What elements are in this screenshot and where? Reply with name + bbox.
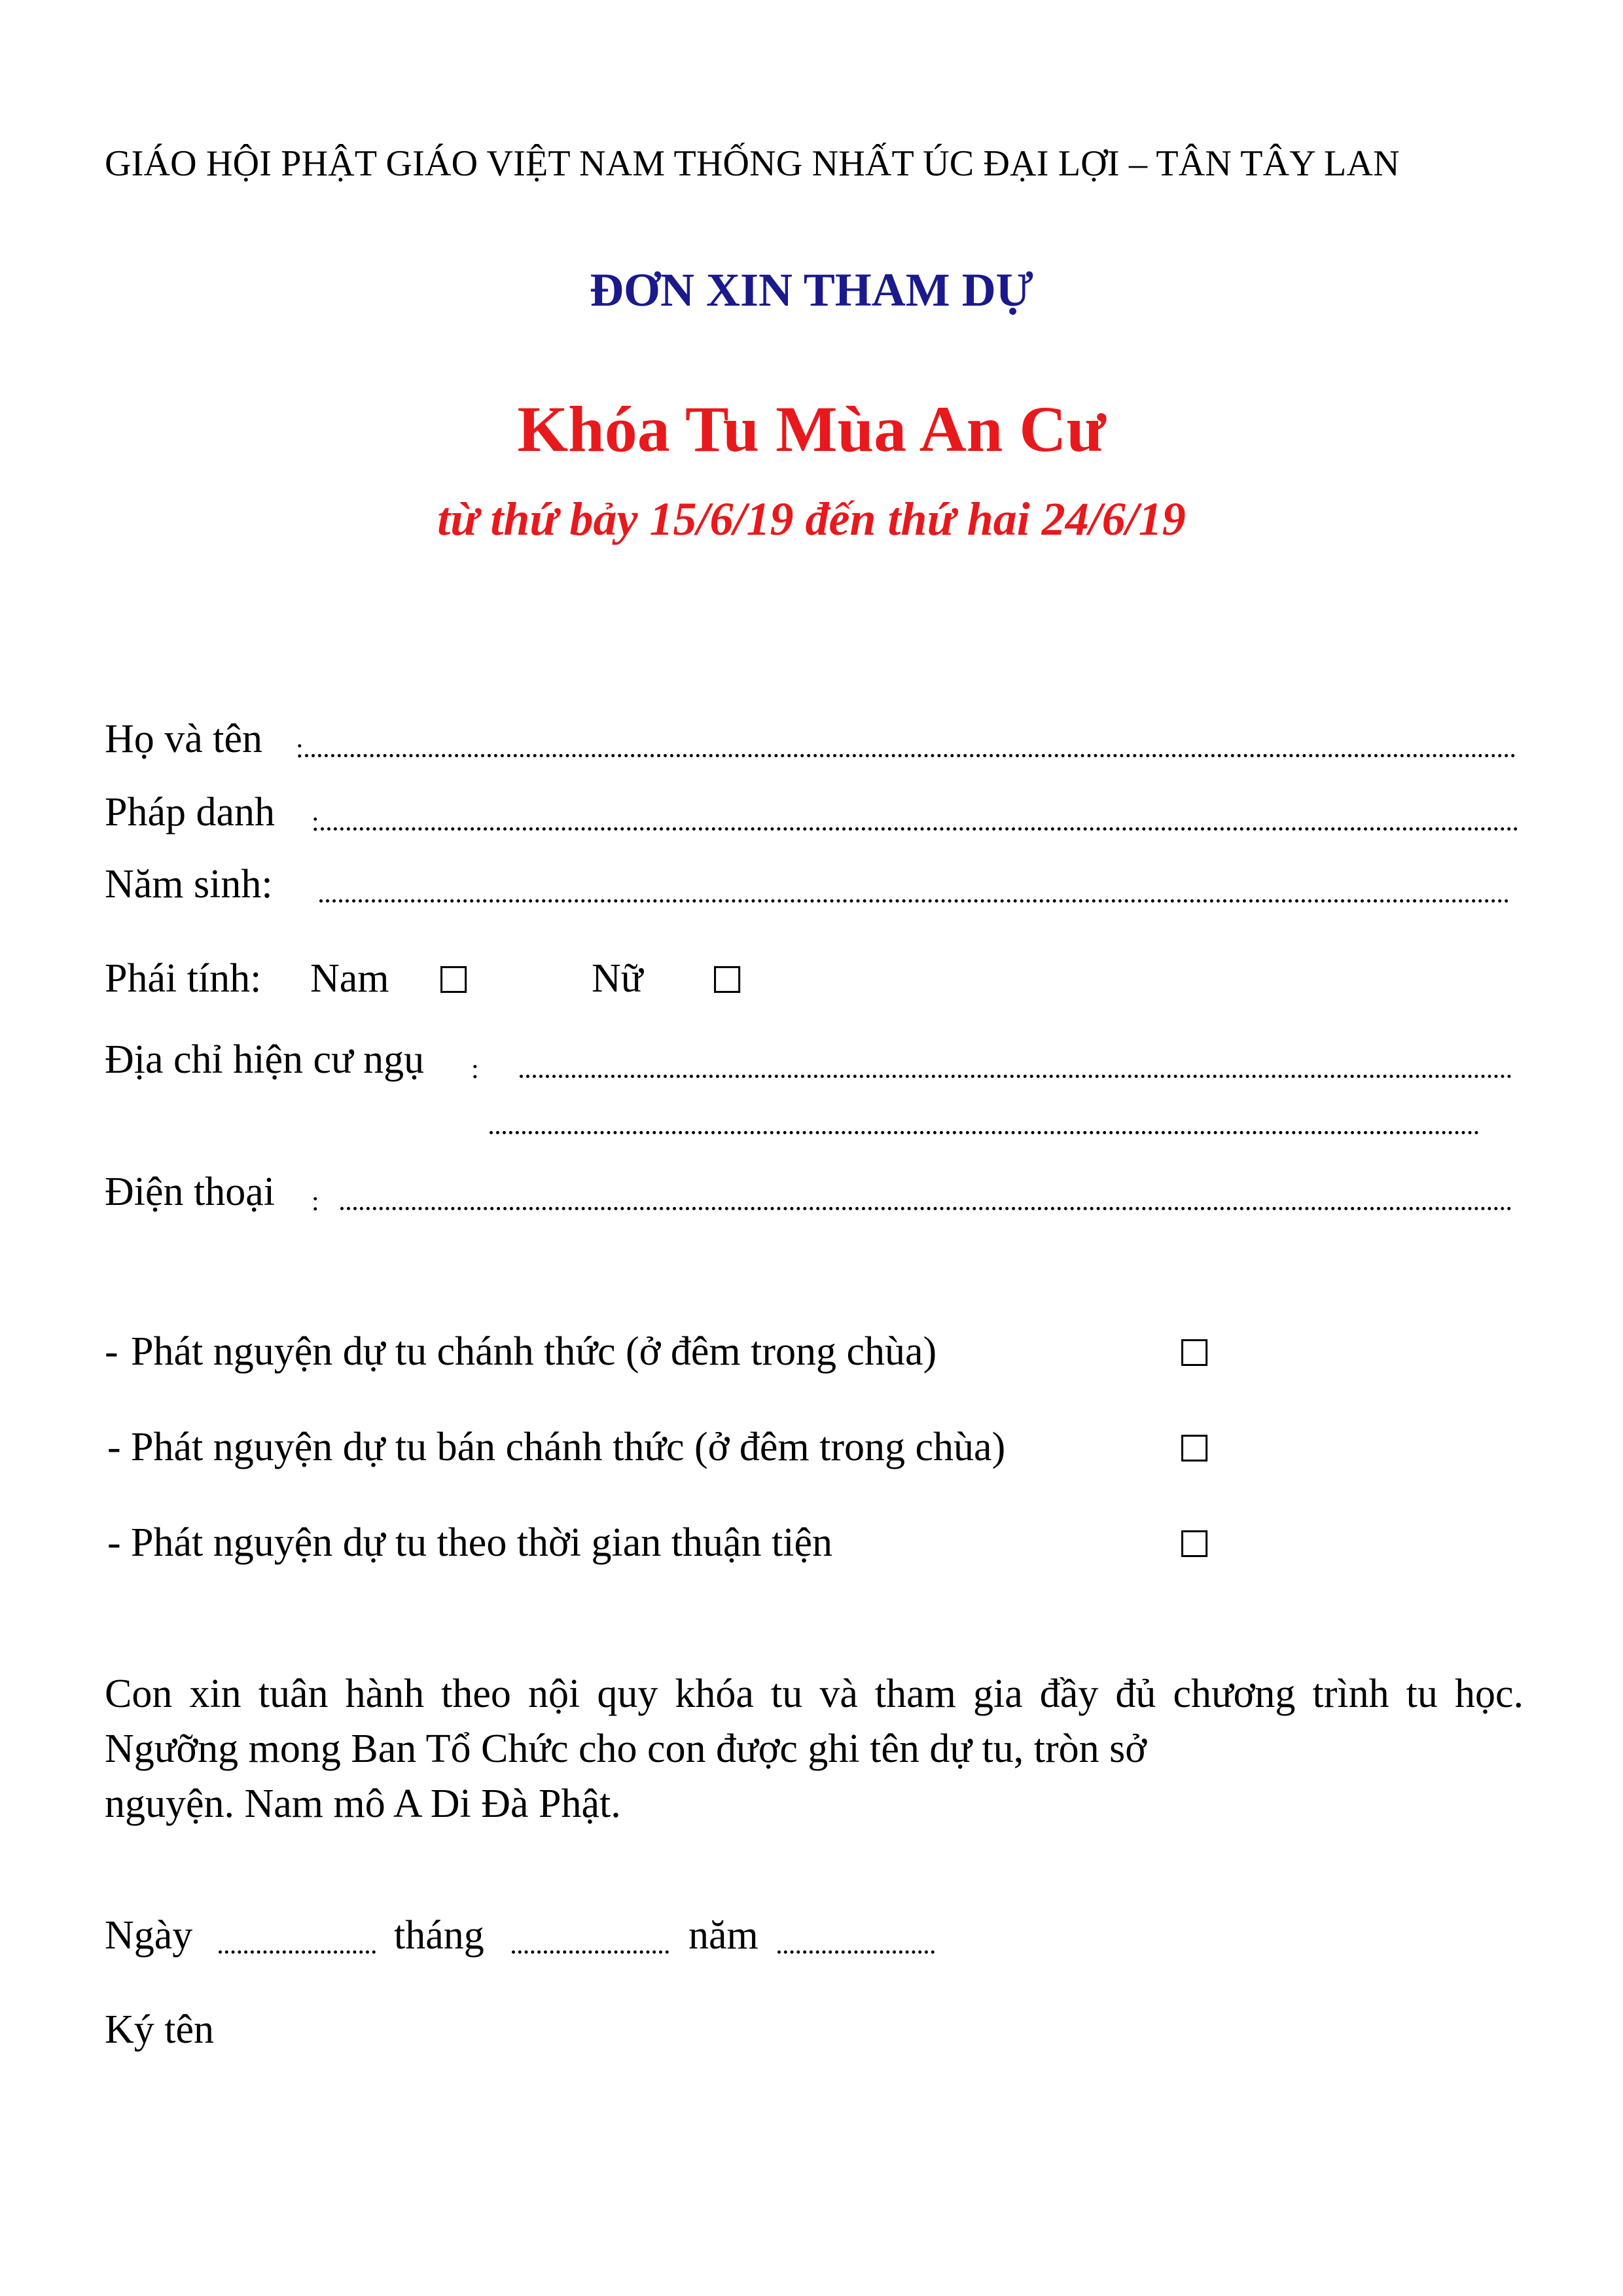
event-dates: từ thứ bảy 15/6/19 đến thứ hai 24/6/19 (437, 493, 1186, 545)
commitment-text-last: nguyện. Nam mô A Di Đà Phật. (105, 1782, 621, 1826)
vow-2-label: Phát nguyện dự tu bán chánh thức (ở đêm trong chùa) (131, 1425, 1006, 1469)
address-field-line-1[interactable] (520, 1075, 1512, 1078)
dharma-name-field[interactable] (321, 827, 1518, 831)
vow-3-bullet: - (107, 1520, 121, 1565)
vow-1-checkbox[interactable]: ☐ (1178, 1333, 1211, 1375)
commitment-text: Con xin tuân hành theo nội quy khóa tu và tham gia đầy đủ chương trình tu học. Ngưỡng mong Ban Tổ Chức cho con được ghi tên dự tu, tròn sở (105, 1672, 1524, 1771)
address-label: Địa chỉ hiện cư ngụ (105, 1037, 425, 1082)
dharma-name-label: Pháp danh (105, 790, 276, 834)
vow-1-bullet: - (105, 1329, 118, 1374)
signature-label: Ký tên (105, 2007, 215, 2052)
gender-female-checkbox[interactable]: ☐ (711, 960, 744, 1002)
vow-3-label: Phát nguyện dự tu theo thời gian thuận tiện (131, 1520, 833, 1565)
month-field[interactable] (512, 1950, 669, 1954)
commitment-paragraph (105, 1666, 1524, 1831)
gender-male-label: Nam (310, 956, 389, 1001)
address-field-line-2[interactable] (490, 1131, 1479, 1134)
vow-2-checkbox[interactable]: ☐ (1178, 1428, 1211, 1471)
gender-female-label: Nữ (592, 956, 643, 1001)
form-title: ĐƠN XIN THAM DỰ (590, 264, 1033, 316)
vow-1-label: Phát nguyện dự tu chánh thức (ở đêm trong chùa) (131, 1329, 937, 1374)
year-field[interactable] (777, 1950, 935, 1954)
month-label: tháng (394, 1913, 484, 1958)
full-name-label: Họ và tên (105, 717, 263, 761)
dharma-name-colon: : (312, 807, 319, 837)
phone-colon: : (312, 1187, 319, 1217)
vow-2-bullet: - (107, 1425, 121, 1469)
birth-year-field[interactable] (319, 899, 1509, 903)
birth-year-label: Năm sinh: (105, 862, 273, 906)
event-title: Khóa Tu Mùa An Cư (517, 393, 1106, 465)
full-name-colon: : (296, 734, 304, 764)
organization-name: GIÁO HỘI PHẬT GIÁO VIỆT NAM THỐNG NHẤT ÚC ĐẠI LỢI – TÂN TÂY LAN (105, 143, 1400, 184)
year-label: năm (688, 1913, 758, 1958)
address-colon: : (471, 1054, 479, 1085)
full-name-field[interactable] (305, 754, 1516, 757)
vow-3-checkbox[interactable]: ☐ (1178, 1524, 1211, 1566)
gender-male-checkbox[interactable]: ☐ (437, 960, 471, 1002)
day-label: Ngày (105, 1913, 193, 1958)
day-field[interactable] (219, 1950, 376, 1954)
phone-label: Điện thoại (105, 1170, 275, 1214)
gender-label: Phái tính: (105, 956, 262, 1001)
phone-field[interactable] (340, 1207, 1512, 1210)
